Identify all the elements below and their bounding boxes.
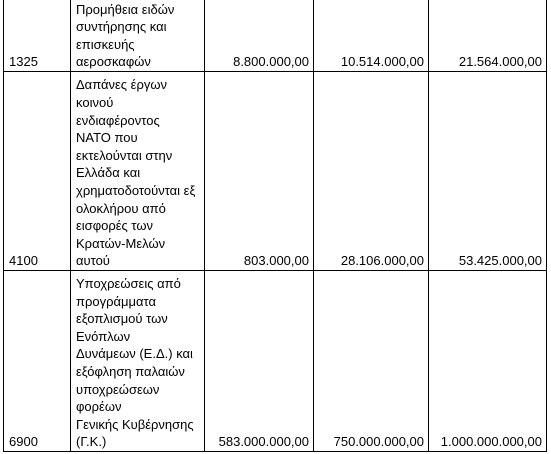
row-description bbox=[71, 0, 205, 72]
amount-cell: 8.800.000,00 bbox=[205, 0, 314, 72]
row-code: 1325 bbox=[4, 0, 71, 72]
description-line: επισκευής bbox=[76, 36, 135, 52]
amount-cell: 53.425.000,00 bbox=[429, 72, 547, 271]
description-line: ΝΑΤΟ που bbox=[76, 130, 138, 146]
description-line: ολοκλήρου από bbox=[76, 200, 166, 216]
row-code: 4100 bbox=[4, 72, 71, 271]
row-description bbox=[71, 72, 205, 271]
amount-cell: 583.000.000,00 bbox=[205, 271, 314, 452]
description-line: εισφορές των bbox=[76, 218, 154, 234]
description-line: αυτού bbox=[76, 253, 110, 269]
amount-cell: 803.000,00 bbox=[205, 72, 314, 271]
table-row bbox=[4, 271, 547, 452]
budget-table bbox=[3, 0, 547, 452]
table-row bbox=[4, 0, 547, 72]
row-description bbox=[71, 271, 205, 452]
description-line: Δυνάμεων (Ε.Δ.) και bbox=[76, 346, 193, 362]
description-line: Υποχρεώσεις από bbox=[76, 276, 181, 292]
amount-cell: 10.514.000,00 bbox=[314, 0, 429, 72]
description-line: εξοπλισμού των bbox=[76, 311, 168, 327]
description-line: Κρατών-Μελών bbox=[76, 235, 166, 251]
description-line: αεροσκαφών bbox=[76, 54, 151, 70]
description-line: προγράμματα bbox=[76, 293, 156, 309]
description-line: Ελλάδα και bbox=[76, 165, 141, 181]
amount-cell: 21.564.000,00 bbox=[429, 0, 547, 72]
description-line: χρηματοδοτούνται εξ bbox=[76, 183, 196, 199]
description-line: Γενικής Κυβέρνησης bbox=[76, 416, 194, 432]
description-line: Προμήθεια ειδών bbox=[76, 1, 175, 17]
description-line: υποχρεώσεων bbox=[76, 381, 160, 397]
description-line: ενδιαφέροντος bbox=[76, 112, 160, 128]
description-line: Ενόπλων bbox=[76, 328, 131, 344]
amount-cell: 1.000.000.000,00 bbox=[429, 271, 547, 452]
row-code: 6900 bbox=[4, 271, 71, 452]
description-line: φορέων bbox=[76, 399, 122, 415]
amount-cell: 28.106.000,00 bbox=[314, 72, 429, 271]
description-line: εξόφληση παλαιών bbox=[76, 364, 185, 380]
description-line: (Γ.Κ.) bbox=[76, 434, 107, 450]
description-line: συντήρησης και bbox=[76, 19, 167, 35]
table-row bbox=[4, 72, 547, 271]
description-line: κοινού bbox=[76, 95, 114, 111]
description-line: Δαπάνες έργων bbox=[76, 77, 168, 93]
amount-cell: 750.000.000,00 bbox=[314, 271, 429, 452]
description-line: εκτελούνται στην bbox=[76, 147, 173, 163]
